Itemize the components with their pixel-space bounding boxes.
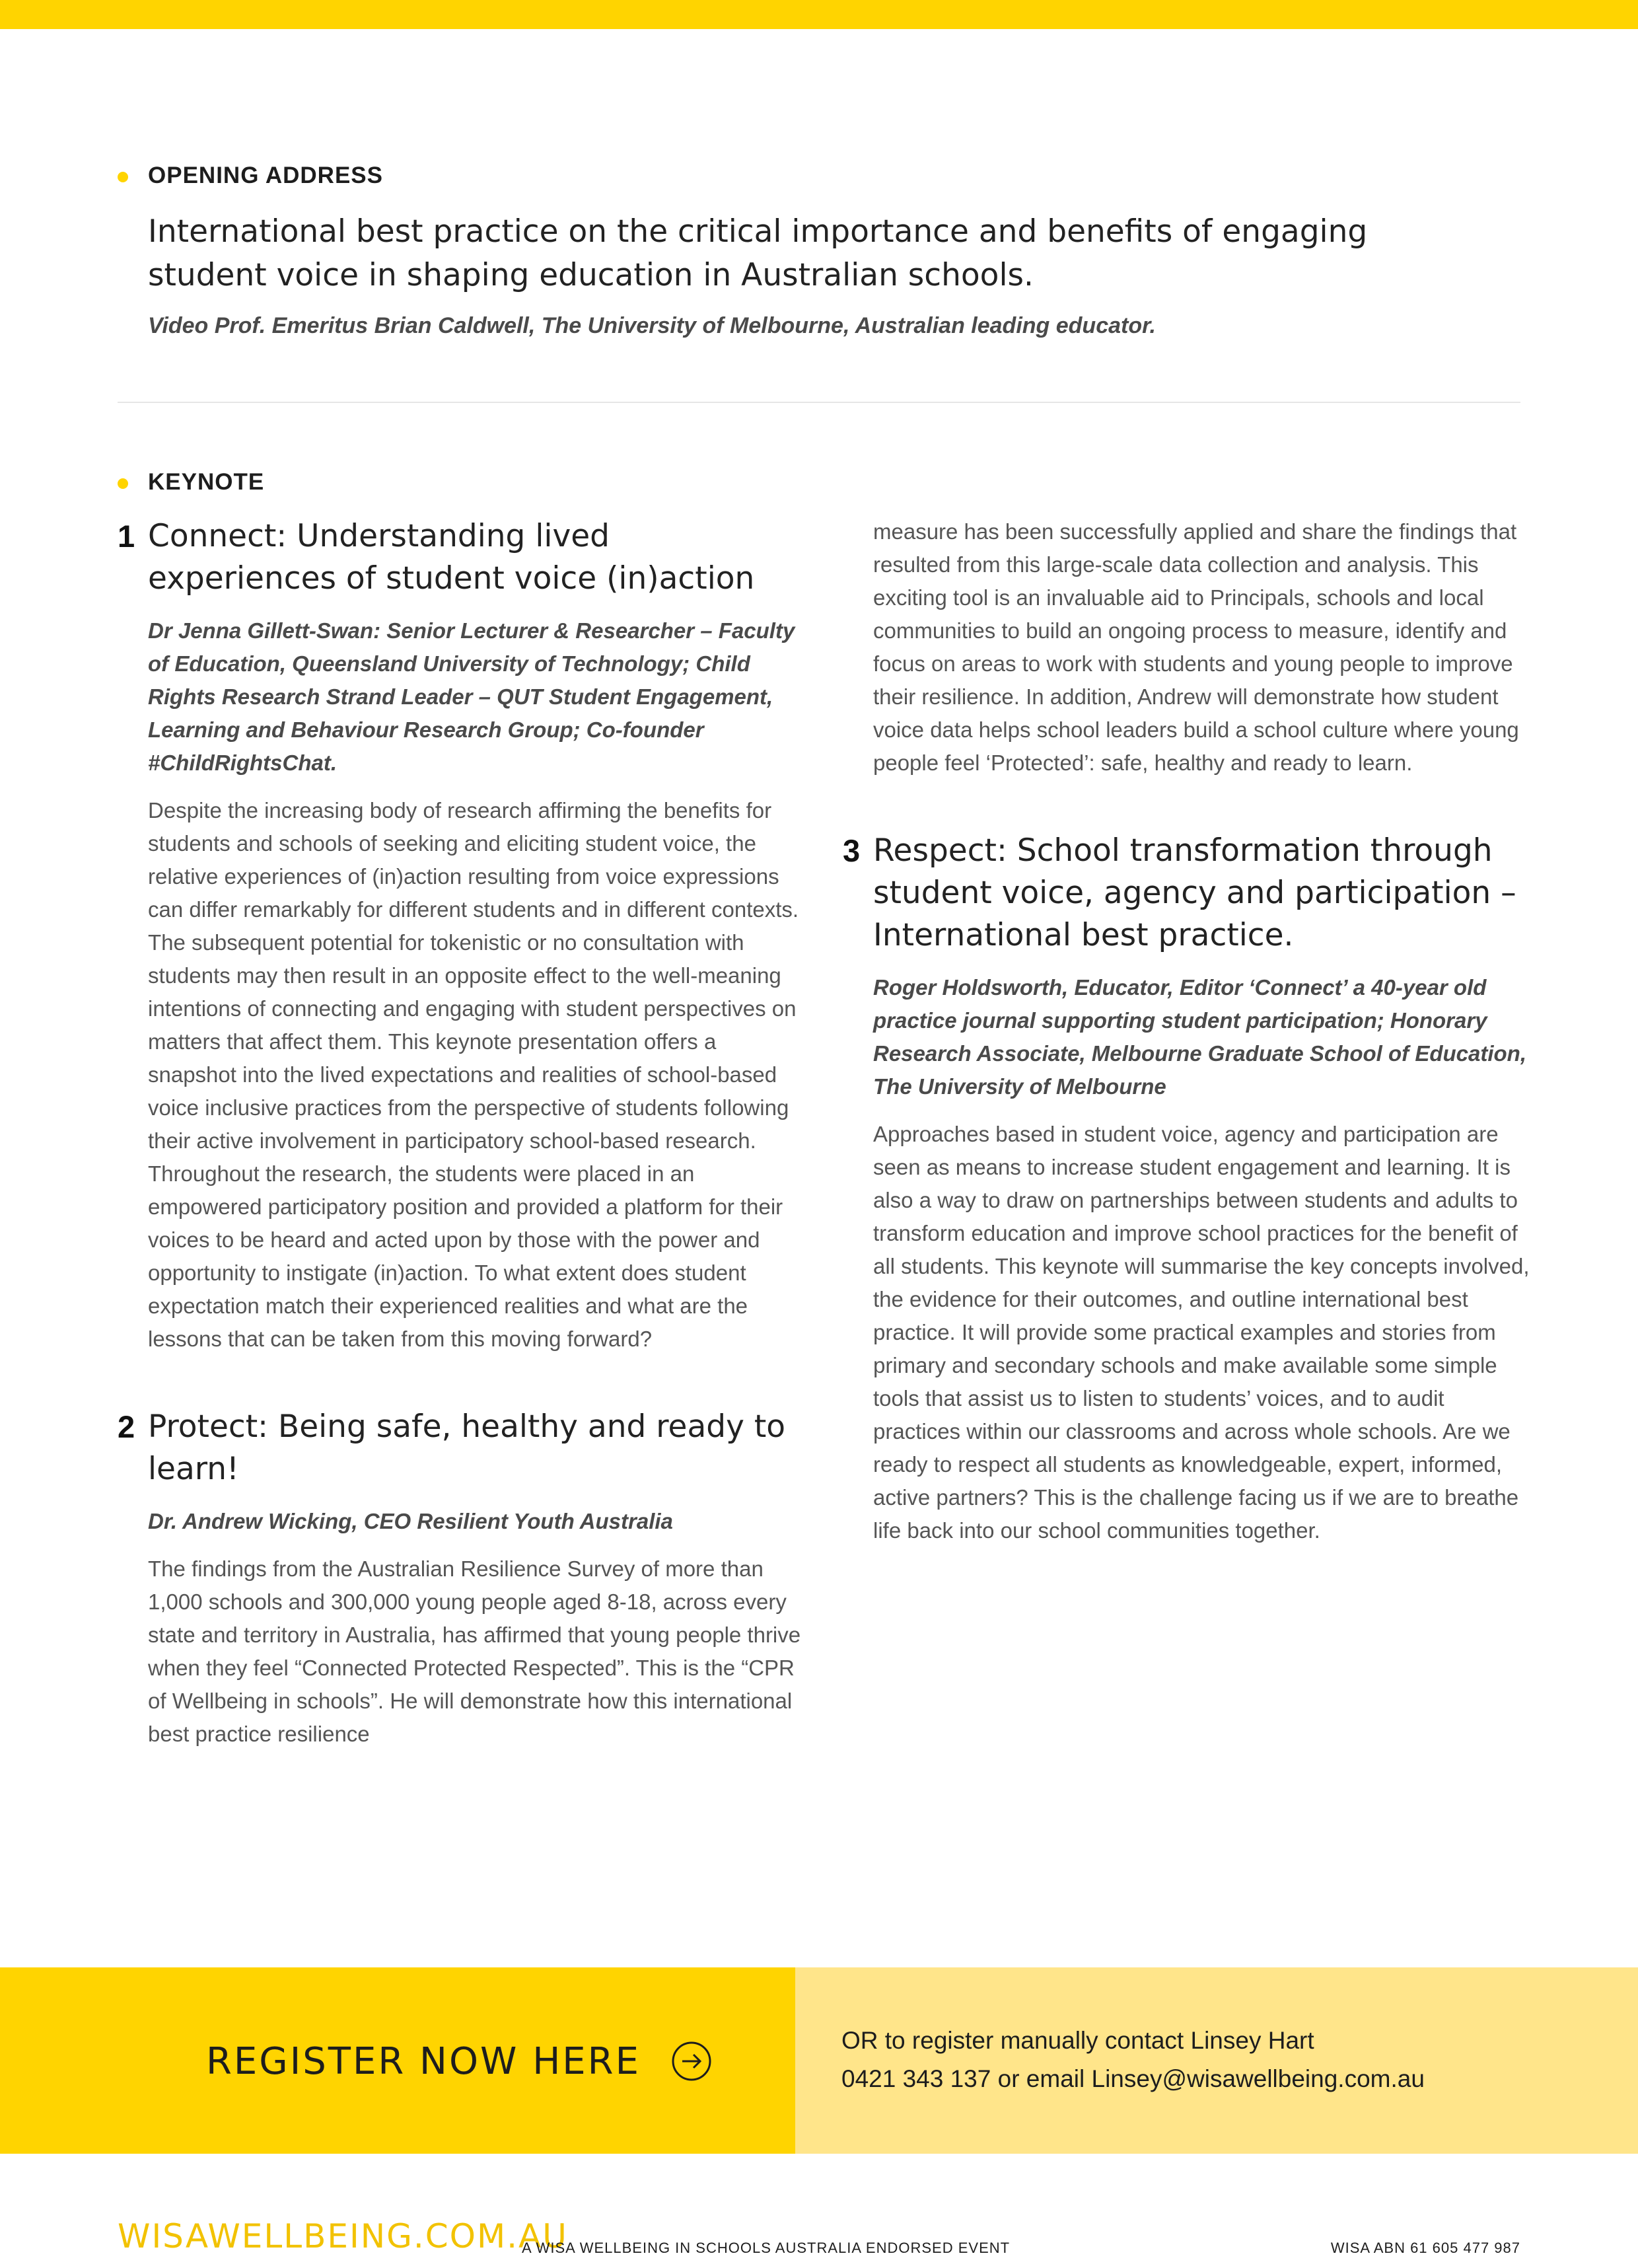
keynote-label: KEYNOTE bbox=[148, 469, 265, 495]
keynote-title: 2 Protect: Being safe, healthy and ready to learn! bbox=[118, 1406, 804, 1490]
opening-address-label: OPENING ADDRESS bbox=[148, 163, 383, 188]
keynote-number: 1 bbox=[118, 519, 135, 554]
manual-registration-phone-email[interactable]: 0421 343 137 or email Linsey@wisawellbeing.com.au bbox=[841, 2065, 1425, 2092]
section-divider bbox=[118, 402, 1520, 403]
keynote-number: 3 bbox=[843, 833, 861, 868]
keynote-column-left bbox=[118, 515, 804, 1751]
endorsement-text: A WISA WELLBEING IN SCHOOLS AUSTRALIA ENDORSED EVENT bbox=[522, 2240, 1011, 2256]
keynote-speaker: Roger Holdsworth, Educator, Editor ‘Connect’ a 40-year old practice journal supporting student participation; Honorary Research Associate, Melbourne Graduate School of Education, The University of Melbourne bbox=[873, 975, 1527, 1099]
keynote-title: 3 Respect: School transformation through student voice, agency and participation – International best practice. bbox=[843, 830, 1530, 957]
keynote-body: Approaches based in student voice, agency and participation are seen as means to increase student engagement and learning. It is also a way to draw on partnerships between students and adults to transform education and improve school practices for the benefit of all students. This keynote will summarise the key concepts involved, the evidence for their outcomes, and outline international best practice. It will provide some practical examples and stories from primary and secondary schools and make available some simple tools that assist us to listen to students’ voices, and to audit practices within our classrooms and across whole schools. Are we ready to respect all students as knowledgeable, expert, informed, active partners? This is the challenge facing us if we are to breathe life back into our school communities together. bbox=[873, 1122, 1530, 1543]
keynote-body: Despite the increasing body of research affirming the benefits for students and schools of seeking and eliciting student voice, the relative experiences of (in)action resulting from voice expressions can differ remarkably for different students and in different contexts. The subsequent potential for tokenistic or no consultation with students may then result in an opposite effect to the well-meaning intentions of connecting and engaging with student perspectives on matters that affect them. This keynote presentation offers a snapshot into the lived expectations and realities of school-based voice inclusive practices from the perspective of students following their active involvement in participatory school-based research. Throughout the research, the students were placed in an empowered participatory position and provided a platform for their voices to be heard and acted upon by those with the power and opportunity to instigate (in)action. To what extent does student expectation match their experienced realities and what are the lessons that can be taken from this moving forward? bbox=[148, 798, 799, 1351]
manual-registration-info bbox=[841, 2022, 1601, 2098]
arrow-right-circle-icon bbox=[671, 2041, 712, 2082]
opening-address-title: International best practice on the critical importance and benefits of engaging student voice in shaping education in Australian schools. bbox=[148, 213, 1368, 293]
top-accent-bar bbox=[0, 0, 1638, 29]
keynote-body-continued: measure has been successfully applied and share the findings that resulted from this large-scale data collection and analysis. This exciting tool is an invaluable aid to Principals, schools and local communities to build an ongoing process to measure, identify and focus on areas to work with students and young people to improve their resilience. In addition, Andrew will demonstrate how student voice data helps school leaders build a school culture where young people feel ‘Protected’: safe, healthy and ready to learn. bbox=[873, 519, 1519, 775]
abn-text: WISA ABN 61 605 477 987 bbox=[1330, 2240, 1520, 2256]
keynote-item bbox=[118, 1406, 804, 1751]
keynote-item bbox=[843, 830, 1530, 1547]
website-link[interactable]: WISAWELLBEING.COM.AU bbox=[118, 2217, 568, 2255]
keynote-body: The findings from the Australian Resilience Survey of more than 1,000 schools and 300,000 young people aged 8-18, across every state and territory in Australia, has affirmed that young people thrive when they feel “Connected Protected Respected”. This is the “CPR of Wellbeing in schools”. He will demonstrate how this international best practice resilience bbox=[148, 1556, 801, 1746]
keynote-column-right bbox=[843, 515, 1530, 1547]
register-now-label: REGISTER NOW HERE bbox=[206, 2039, 641, 2083]
keynote-item bbox=[118, 515, 804, 1356]
keynote-speaker: Dr. Andrew Wicking, CEO Resilient Youth Australia bbox=[148, 1509, 673, 1533]
keynote-speaker: Dr Jenna Gillett-Swan: Senior Lecturer & Researcher – Faculty of Education, Queensland University of Technology; Child Rights Research Strand Leader – QUT Student Engagement, Learning and Behaviour Research Group; Co-founder #ChildRightsChat. bbox=[148, 618, 795, 775]
register-now-button[interactable] bbox=[206, 2035, 712, 2088]
keynote-title: 1 Connect: Understanding lived experiences of student voice (in)action bbox=[118, 515, 804, 600]
keynote-number: 2 bbox=[118, 1409, 135, 1444]
opening-address-speaker: Video Prof. Emeritus Brian Caldwell, The University of Melbourne, Australian leading educator. bbox=[148, 313, 1156, 338]
manual-registration-contact: OR to register manually contact Linsey Hart bbox=[841, 2027, 1314, 2054]
